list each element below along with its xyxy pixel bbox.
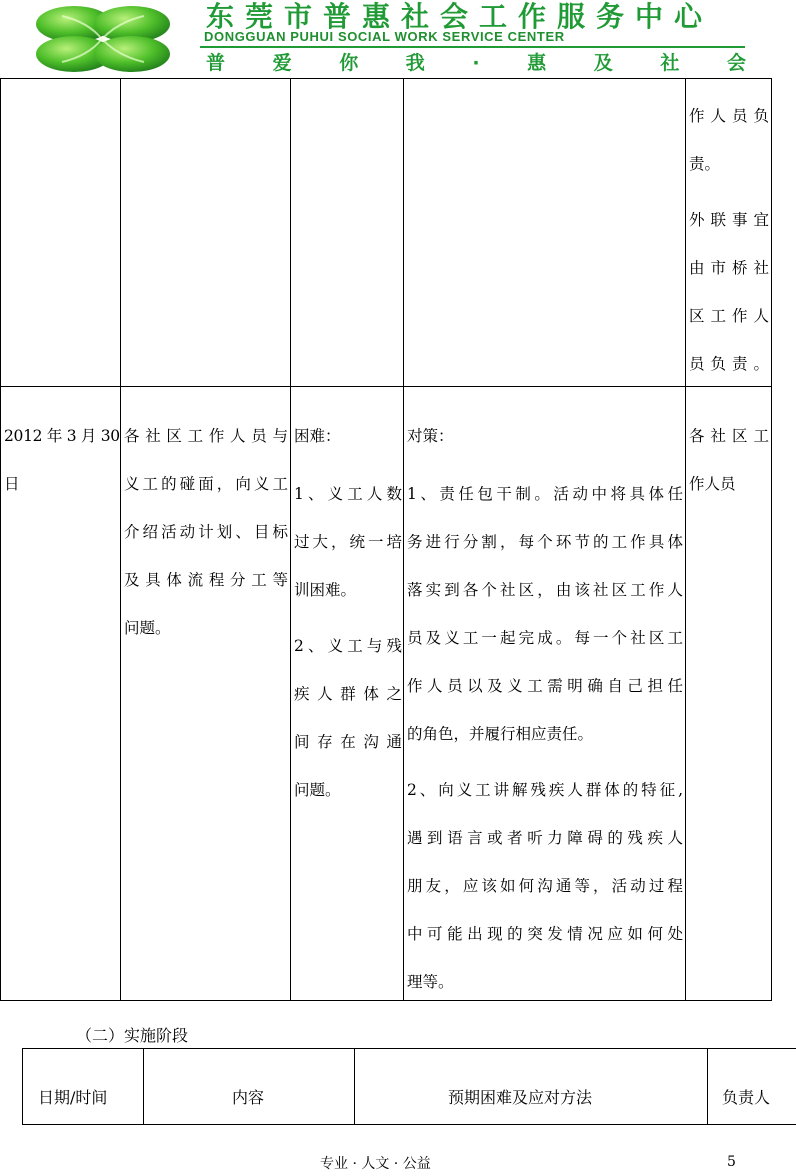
- org-name-en: DONGGUAN PUHUI SOCIAL WORK SERVICE CENTER: [204, 29, 565, 44]
- text-line: 外联事宜: [689, 211, 769, 229]
- slogan-char: 我: [405, 52, 425, 74]
- text-line: 理等。: [407, 973, 454, 991]
- text-line: 1、责任包干制。活动中将具体任: [407, 485, 683, 503]
- slogan-char: ·: [472, 52, 480, 74]
- table-col-divider: [707, 1048, 708, 1125]
- text-line: 过大，统一培: [294, 533, 402, 551]
- text-line: 及具体流程分工等: [124, 571, 288, 589]
- text-line: 训困难。: [294, 581, 357, 599]
- text-line: 各社区工作人员与: [124, 427, 288, 445]
- text-line: 作人员: [689, 475, 736, 493]
- slogan: [206, 52, 746, 74]
- row2-strategy-cell: [407, 412, 683, 460]
- table-border: [22, 1048, 23, 1125]
- footer-tagline: 专业 · 人文 · 公益: [320, 1156, 431, 1172]
- text-line: 1、义工人数: [294, 485, 402, 503]
- table-col-divider: [143, 1048, 144, 1125]
- slogan-char: 爱: [272, 52, 292, 74]
- slogan-char: 及: [593, 52, 613, 74]
- text-line: 遇到语言或者听力障碍的残疾人: [407, 829, 683, 847]
- table-col-divider: [354, 1048, 355, 1125]
- text-line: 落实到各个社区，由该社区工作人: [407, 581, 683, 599]
- table-col-divider: [120, 78, 121, 1001]
- text-line: 义工的碰面，向义工: [124, 475, 288, 493]
- org-name-cn: 东莞市普惠社会工作服务中心: [206, 0, 714, 33]
- text-line: 问题。: [124, 619, 171, 637]
- text-line: 朋友，应该如何沟通等，活动过程: [407, 877, 683, 895]
- header-owner: 负责人: [722, 1088, 771, 1107]
- header-difficulty-strategy: 预期困难及应对方法: [448, 1088, 593, 1107]
- text-line: 作人员负: [689, 107, 769, 125]
- text-line: 间存在沟通: [294, 733, 402, 751]
- text-line: 的角色，并履行相应责任。: [407, 725, 594, 743]
- slogan-char: 惠: [527, 52, 547, 74]
- row2-strategy-2: [407, 766, 683, 1006]
- page-number: 5: [727, 1154, 736, 1170]
- slogan-char: 你: [339, 52, 359, 74]
- text-line: 员负责。: [689, 355, 769, 373]
- table-border: [22, 1048, 796, 1049]
- table-border: [22, 1124, 796, 1125]
- text-line: 疾人群体之: [294, 685, 402, 703]
- text-line: 介绍活动计划、目标: [124, 523, 288, 541]
- slogan-char: 会: [726, 52, 746, 74]
- text-line: 日: [4, 475, 20, 493]
- text-line: 各社区工: [689, 427, 769, 445]
- table-col-divider: [403, 78, 404, 1001]
- row2-difficulty-2: [294, 622, 402, 814]
- row2-date-cell: [4, 412, 118, 508]
- text-line: 责。: [689, 155, 721, 173]
- header-divider: [200, 46, 745, 48]
- row2-difficulty-cell: [294, 412, 402, 460]
- section-heading: （二）实施阶段: [76, 1026, 189, 1045]
- letterhead: [0, 0, 796, 78]
- table-border: [771, 78, 772, 1001]
- text-line: 2012 年 3 月 30: [4, 427, 120, 445]
- table-row-divider: [0, 386, 772, 387]
- text-line: 2、义工与残: [294, 637, 402, 655]
- table-col-divider: [290, 78, 291, 1001]
- table-col-divider: [685, 78, 686, 1001]
- row2-content-cell: [124, 412, 288, 652]
- text-line: 中可能出现的突发情况应如何处: [407, 925, 683, 943]
- header-content: 内容: [232, 1088, 265, 1107]
- text-line: 问题。: [294, 781, 341, 799]
- slogan-char: 普: [206, 52, 226, 74]
- table-border: [0, 78, 772, 79]
- text-line: 作人员以及义工需明确自己担任: [407, 677, 683, 695]
- strategy-title: 对策：: [407, 427, 454, 445]
- text-line: 由市桥社: [689, 259, 769, 277]
- slogan-char: 社: [660, 52, 680, 74]
- row1-owner-cell: [689, 92, 769, 188]
- row2-difficulty-1: [294, 470, 402, 614]
- four-leaf-clover-logo: [28, 2, 176, 76]
- header-date-time: 日期/时间: [38, 1088, 108, 1107]
- difficulty-title: 困难：: [294, 427, 341, 445]
- text-line: 务进行分割，每个环节的工作具体: [407, 533, 683, 551]
- text-line: 员及义工一起完成。每一个社区工: [407, 629, 683, 647]
- text-line: 区工作人: [689, 307, 769, 325]
- row2-strategy-1: [407, 470, 683, 758]
- text-line: 2、向义工讲解残疾人群体的特征,: [407, 781, 683, 799]
- row1-owner-cell-2: [689, 196, 769, 388]
- table-border: [0, 78, 1, 1001]
- row2-owner-cell: [689, 412, 769, 508]
